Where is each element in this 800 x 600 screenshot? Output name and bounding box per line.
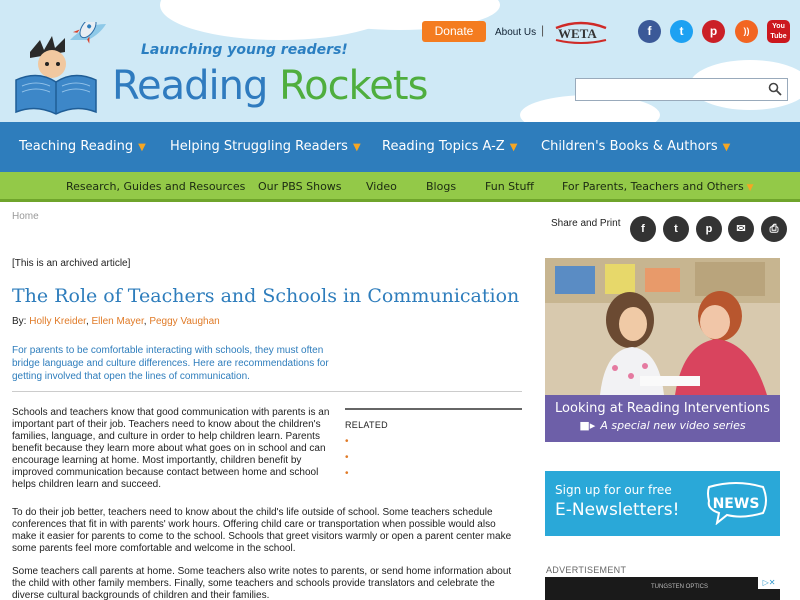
nav-reading-topics[interactable]	[382, 139, 517, 154]
author-link[interactable]: Ellen Mayer	[91, 316, 144, 327]
share-pinterest-icon[interactable]: p	[696, 216, 722, 242]
newsletter-signup-banner[interactable]	[545, 471, 780, 536]
about-us-link[interactable]: About Us	[495, 27, 537, 38]
donate-button[interactable]: Donate	[422, 21, 486, 42]
nav-label: Reading Topics A-Z	[382, 139, 505, 154]
promo-photo-teacher-and-child	[545, 258, 780, 395]
newsletter-line2: E-Newsletters!	[555, 500, 680, 520]
nav-label: Children's Books & Authors	[541, 139, 718, 154]
promo-title: Looking at Reading Interventions	[555, 401, 770, 416]
weta-logo[interactable]	[552, 18, 610, 44]
nav-childrens-books[interactable]	[541, 139, 730, 154]
nav-label: For Parents, Teachers and Others	[562, 180, 744, 193]
newsletter-line1: Sign up for our free	[555, 483, 672, 497]
related-heading: RELATED	[345, 420, 388, 430]
related-item[interactable]: •	[345, 452, 349, 463]
nav-blogs[interactable]: Blogs	[426, 180, 457, 193]
twitter-icon[interactable]: t	[670, 20, 693, 43]
dropdown-arrow-icon: ▼	[138, 142, 146, 153]
video-camera-icon: ■▸	[579, 419, 596, 432]
dropdown-arrow-icon: ▼	[352, 142, 361, 153]
breadcrumb-home[interactable]: Home	[12, 211, 39, 222]
advertisement-label: ADVERTISEMENT	[546, 565, 627, 575]
search-box	[575, 78, 788, 101]
nav-research-guides[interactable]: Research, Guides and Resources	[66, 180, 246, 193]
related-item[interactable]: •	[345, 468, 349, 479]
news-speech-bubble-icon	[703, 481, 769, 525]
brand-word-rockets: Rockets	[279, 63, 428, 109]
facebook-icon[interactable]: f	[638, 20, 661, 43]
by-label: By:	[12, 316, 27, 327]
site-tagline: Launching young readers!	[141, 42, 348, 58]
related-item[interactable]: •	[345, 436, 349, 447]
promo-subtitle	[545, 419, 780, 432]
page-title: The Role of Teachers and Schools in Communication	[12, 285, 520, 307]
youtube-icon[interactable]: You Tube	[767, 20, 790, 43]
dropdown-arrow-icon: ▼	[746, 183, 754, 193]
nav-teaching-reading[interactable]	[19, 139, 146, 154]
rss-icon[interactable]: ))	[735, 20, 758, 43]
nav-video[interactable]: Video	[366, 180, 397, 193]
search-icon[interactable]	[768, 82, 782, 96]
reading-kid-logo[interactable]	[10, 22, 110, 118]
ad-text: TUNGSTEN OPTICS	[651, 584, 709, 590]
print-icon[interactable]: ⎙	[761, 216, 787, 242]
email-icon[interactable]: ✉	[728, 216, 754, 242]
primary-nav	[0, 122, 800, 172]
byline: By: Holly Kreider, Ellen Mayer, Peggy Vaughan	[12, 316, 220, 327]
brand-word-reading: Reading	[112, 63, 268, 109]
nav-for-parents-teachers[interactable]	[562, 180, 754, 193]
weta-logo-text: WETA	[558, 26, 597, 41]
related-box	[345, 408, 522, 481]
article-lede: For parents to be comfortable interacting with schools, they must often bridge language and culture differences. Here are recommendations for getting involved that open the lines of communication.	[12, 345, 329, 382]
nav-label: Teaching Reading	[19, 139, 134, 154]
site-logo-wordmark[interactable]	[112, 64, 427, 108]
dropdown-arrow-icon: ▼	[509, 142, 518, 153]
nav-pbs-shows[interactable]: Our PBS Shows	[258, 180, 342, 193]
nav-fun-stuff[interactable]: Fun Stuff	[485, 180, 535, 193]
archived-note: [This is an archived article]	[12, 258, 131, 269]
share-facebook-icon[interactable]: f	[630, 216, 656, 242]
article-paragraph: To do their job better, teachers need to know about the child's life outside of school. Some teachers schedule conferences that fit in with parents' work hours. Offering child care or transportation when possible would also make it easier for parents to come to the school. Schools that greet visitors warmly or open a parent center make some parents feel more comfortable and welcome in the school.	[12, 507, 512, 554]
promo-banner	[545, 395, 780, 442]
header-separator: |	[541, 23, 545, 37]
share-twitter-icon[interactable]: t	[663, 216, 689, 242]
advertisement-box[interactable]	[545, 577, 780, 600]
reading-interventions-promo[interactable]	[545, 258, 780, 442]
author-link[interactable]: Holly Kreider	[29, 316, 86, 327]
nav-label: Helping Struggling Readers	[170, 139, 348, 154]
author-link[interactable]: Peggy Vaughan	[149, 316, 220, 327]
pinterest-icon[interactable]: p	[702, 20, 725, 43]
ad-close-icon[interactable]: ▷✕	[758, 577, 780, 589]
promo-subtitle-text: A special new video series	[600, 419, 746, 432]
article-paragraph: Schools and teachers know that good communication with parents is an important part of their job. Teachers need to know about the children's families, language, and culture in order to help children learn. Parents benefit because they learn more about what goes on in school and can encourage learning at home. Most importantly, children benefit by improved communication because contact between home and school helps children learn and succeed.	[12, 407, 330, 490]
share-and-print-label: Share and Print	[551, 218, 621, 229]
news-badge-text: NEWS	[712, 496, 760, 512]
divider	[12, 391, 522, 392]
search-input[interactable]	[576, 79, 761, 100]
dropdown-arrow-icon: ▼	[722, 142, 731, 153]
article-paragraph: Some teachers call parents at home. Some teachers also write notes to parents, or send home information about the child with other family members. Finally, some teachers and schools provide translators and celebrate the diverse cultural backgrounds of children and their families.	[12, 566, 512, 600]
nav-helping-struggling-readers[interactable]	[170, 139, 361, 154]
site-header	[0, 0, 800, 122]
secondary-nav	[0, 172, 800, 202]
